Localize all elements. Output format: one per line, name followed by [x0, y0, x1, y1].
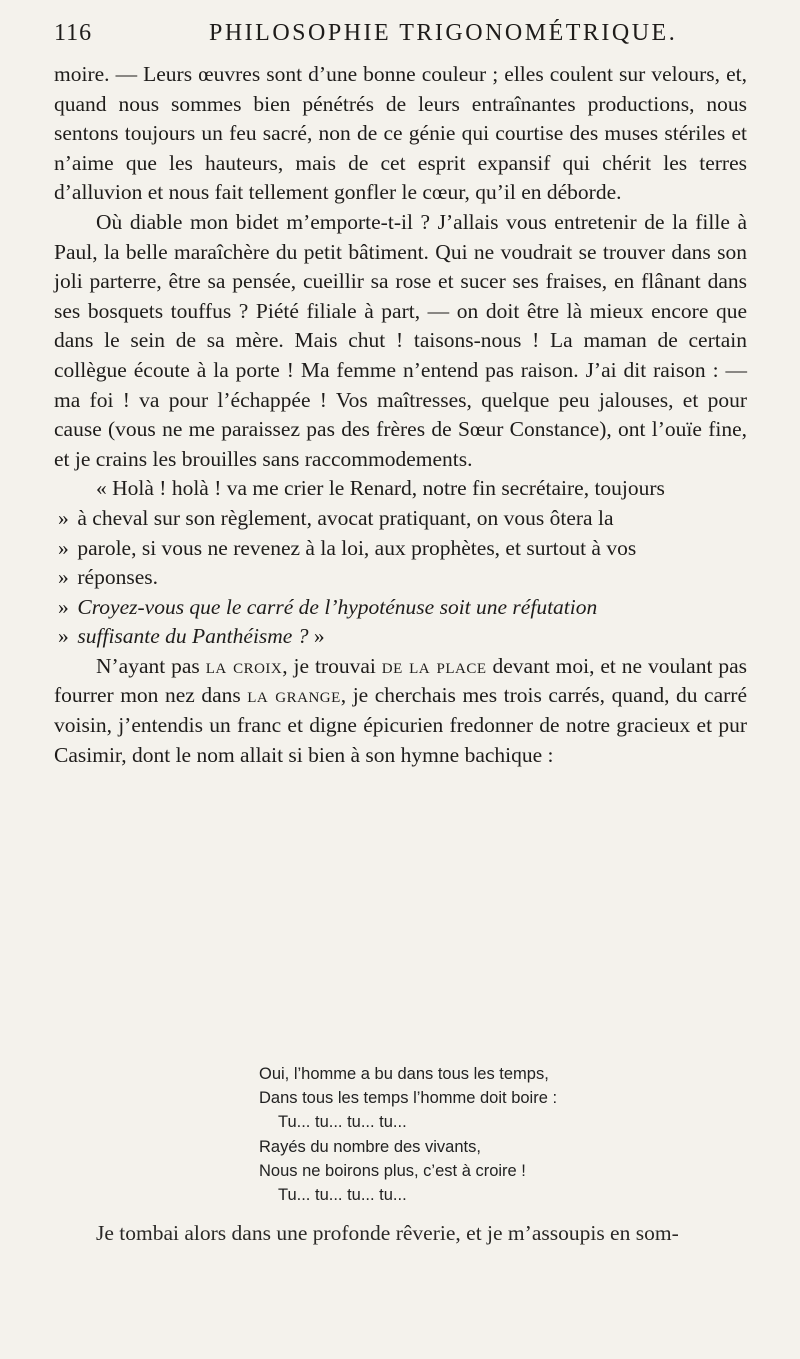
running-title: PHILOSOPHIE TRIGONOMÉTRIQUE. — [209, 20, 678, 46]
quote-question-line: » Croyez-vous que le carré de l’hypoténuse soit une réfutation — [58, 594, 598, 619]
song-verse — [259, 1062, 719, 1207]
body-text — [54, 60, 747, 770]
quote-line: « Holà ! holà ! va me crier le Renard, notre fin secrétaire, toujours — [96, 476, 665, 501]
quote-mark-close: » — [313, 624, 325, 649]
quote-line: » parole, si vous ne revenez à la loi, aux prophètes, et surtout à vos — [58, 535, 637, 560]
quote-line: » à cheval sur son règlement, avocat pratiquant, on vous ôtera la — [58, 505, 614, 530]
quote-question-line: » suffisante du Panthéisme ? » — [58, 624, 325, 649]
paragraph-casimir: N’ayant pas la croix, je trouvai de la place devant moi, et ne voulant pas fourrer mon nez dans la grange, je cherchais mes trois carrés, quand, du carré voisin, j’entendis un franc et digne épicurien fredonner de notre gracieux et pur Casimir, dont le nom allait si bien à son hymne bachique : — [54, 653, 748, 767]
quote-mark-open: « — [96, 476, 107, 501]
quoted-passage — [54, 474, 747, 652]
song-line: Tu... tu... tu... tu... — [278, 1186, 407, 1205]
paragraph-continuation: moire. — Leurs œuvres sont d’une bonne couleur ; elles coulent sur velours, et, quand nous sommes bien pénétrés de leurs entraînantes productions, nous sentons toujours un feu sacré, non de ce génie qui courtise des muses stériles et n’aime que les hauteurs, mais de cet esprit expansif qui chérit les terres d’alluvion et nous fait tellement gonfler le cœur, qu’il en déborde. — [54, 62, 747, 205]
song-line: Rayés du nombre des vivants, — [259, 1137, 481, 1156]
song-line: Oui, l’homme a bu dans tous les temps, — [259, 1065, 549, 1083]
closing-line: Je tombai alors dans une profonde rêverie, et je m’assoupis en som- — [96, 1221, 679, 1245]
page-header — [54, 20, 754, 60]
song-line: Nous ne boirons plus, c’est à croire ! — [259, 1161, 526, 1180]
song-line: Tu... tu... tu... tu... — [278, 1113, 407, 1132]
quote-line: » réponses. — [58, 565, 158, 590]
page-number: 116 — [54, 20, 93, 46]
song-line: Dans tous les temps l’homme doit boire : — [259, 1089, 558, 1108]
paragraph-bidet: Où diable mon bidet m’emporte-t-il ? J’allais vous entretenir de la fille à Paul, la belle maraîchère du petit bâtiment. Qui ne voudrait se trouver dans son joli parterre, être sa pensée, cueillir sa rose et sucer ses fraises, en flânant dans ses bosquets touffus ? Piété filiale à part, — on doit être là mieux encore que dans le sein de sa mère. Mais chut ! taisons-nous ! La maman de certain collègue écoute à la porte ! Ma femme n’entend pas raison. J’ai dit raison : — ma foi ! va pour l’échappée ! Vos maîtresses, quelque peu jalouses, et pour cause (vous ne me paraissez pas des frères de Sœur Constance), ont l’ouïe fine, et je crains les brouilles sans raccommodements. — [54, 209, 747, 471]
